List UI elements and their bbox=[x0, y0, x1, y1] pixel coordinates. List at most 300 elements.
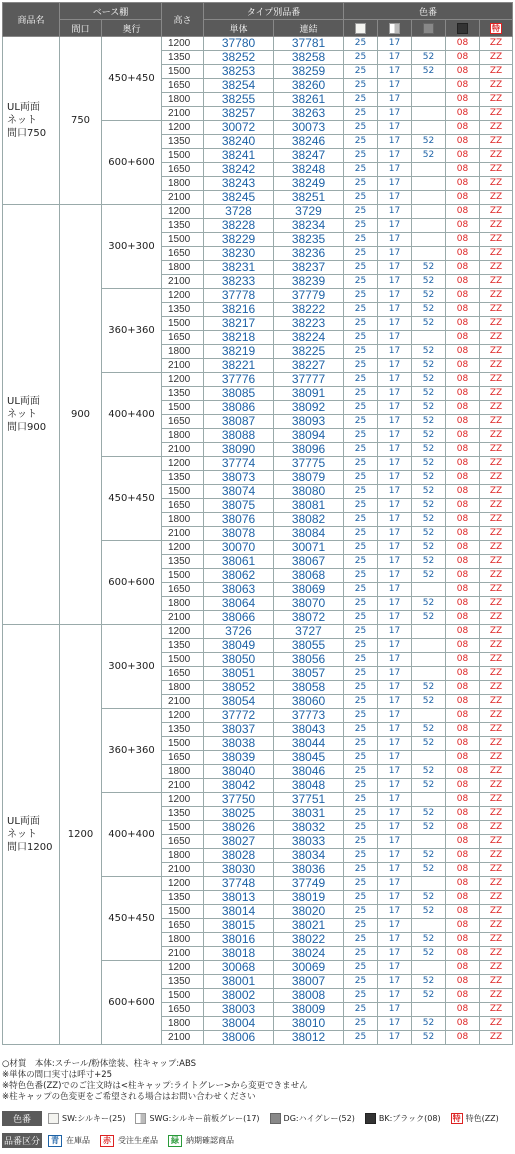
color-sw: 25 bbox=[344, 289, 378, 303]
height-cell: 1800 bbox=[162, 681, 204, 695]
height-cell: 1500 bbox=[162, 989, 204, 1003]
color-zz: ZZ bbox=[480, 779, 513, 793]
color-dg: 52 bbox=[412, 65, 446, 79]
color-zz: ZZ bbox=[480, 163, 513, 177]
color-legend-tag: 色番 bbox=[2, 1111, 42, 1126]
linked-code: 38055 bbox=[274, 639, 344, 653]
color-sw: 25 bbox=[344, 681, 378, 695]
linked-code: 37781 bbox=[274, 37, 344, 51]
color-zz: ZZ bbox=[480, 933, 513, 947]
height-cell: 1800 bbox=[162, 597, 204, 611]
single-code: 38003 bbox=[204, 1003, 274, 1017]
color-sw: 25 bbox=[344, 891, 378, 905]
legend-item-check-delivery bbox=[168, 1135, 234, 1147]
height-cell: 2100 bbox=[162, 443, 204, 457]
color-swg: 17 bbox=[378, 723, 412, 737]
special-color-icon: 特 bbox=[452, 1114, 461, 1123]
color-swg: 17 bbox=[378, 681, 412, 695]
linked-code: 38070 bbox=[274, 597, 344, 611]
color-bk: 08 bbox=[446, 429, 480, 443]
height-cell: 1500 bbox=[162, 821, 204, 835]
color-zz: ZZ bbox=[480, 331, 513, 345]
height-cell: 1350 bbox=[162, 891, 204, 905]
base-depth: 300+300 bbox=[102, 625, 162, 709]
table-row bbox=[3, 625, 513, 639]
height-cell: 2100 bbox=[162, 863, 204, 877]
linked-code: 38008 bbox=[274, 989, 344, 1003]
color-bk: 08 bbox=[446, 1031, 480, 1045]
color-bk: 08 bbox=[446, 51, 480, 65]
single-code: 38241 bbox=[204, 149, 274, 163]
single-code: 38085 bbox=[204, 387, 274, 401]
linked-code: 38044 bbox=[274, 737, 344, 751]
color-dg bbox=[412, 1003, 446, 1017]
single-code: 38078 bbox=[204, 527, 274, 541]
color-sw: 25 bbox=[344, 499, 378, 513]
linked-code: 3727 bbox=[274, 625, 344, 639]
color-swg: 17 bbox=[378, 191, 412, 205]
single-code: 38066 bbox=[204, 611, 274, 625]
color-dg: 52 bbox=[412, 457, 446, 471]
color-swg: 17 bbox=[378, 933, 412, 947]
color-bk: 08 bbox=[446, 93, 480, 107]
color-dg bbox=[412, 247, 446, 261]
color-bk: 08 bbox=[446, 163, 480, 177]
single-code: 3726 bbox=[204, 625, 274, 639]
linked-code: 38007 bbox=[274, 975, 344, 989]
color-zz: ZZ bbox=[480, 961, 513, 975]
color-zz: ZZ bbox=[480, 1003, 513, 1017]
linked-code: 38056 bbox=[274, 653, 344, 667]
color-bk: 08 bbox=[446, 947, 480, 961]
height-cell: 1500 bbox=[162, 485, 204, 499]
single-code: 38087 bbox=[204, 415, 274, 429]
color-sw: 25 bbox=[344, 429, 378, 443]
color-zz: ZZ bbox=[480, 513, 513, 527]
legend-item-zz bbox=[451, 1113, 499, 1124]
legend-label: 納期確認商品 bbox=[186, 1136, 234, 1145]
color-swg: 17 bbox=[378, 849, 412, 863]
base-depth: 360+360 bbox=[102, 709, 162, 793]
color-swg: 17 bbox=[378, 737, 412, 751]
color-zz: ZZ bbox=[480, 443, 513, 457]
color-dg bbox=[412, 709, 446, 723]
color-swg: 17 bbox=[378, 261, 412, 275]
high-grey-swatch-icon bbox=[270, 1113, 281, 1124]
color-sw: 25 bbox=[344, 261, 378, 275]
base-width: 750 bbox=[60, 37, 102, 205]
color-zz: ZZ bbox=[480, 569, 513, 583]
linked-code: 38022 bbox=[274, 933, 344, 947]
color-swg: 17 bbox=[378, 919, 412, 933]
color-sw: 25 bbox=[344, 191, 378, 205]
color-sw: 25 bbox=[344, 219, 378, 233]
color-swg: 17 bbox=[378, 1003, 412, 1017]
color-swg: 17 bbox=[378, 1031, 412, 1045]
product-name-line: 間口900 bbox=[7, 422, 47, 433]
color-zz: ZZ bbox=[480, 107, 513, 121]
color-swg: 17 bbox=[378, 345, 412, 359]
single-code: 38233 bbox=[204, 275, 274, 289]
linked-code: 37751 bbox=[274, 793, 344, 807]
color-sw: 25 bbox=[344, 457, 378, 471]
height-cell: 1500 bbox=[162, 149, 204, 163]
color-bk: 08 bbox=[446, 863, 480, 877]
color-bk: 08 bbox=[446, 583, 480, 597]
color-swg: 17 bbox=[378, 947, 412, 961]
color-bk: 08 bbox=[446, 387, 480, 401]
color-zz: ZZ bbox=[480, 317, 513, 331]
color-sw: 25 bbox=[344, 821, 378, 835]
height-cell: 1200 bbox=[162, 961, 204, 975]
color-dg bbox=[412, 219, 446, 233]
color-bk: 08 bbox=[446, 751, 480, 765]
linked-code: 38057 bbox=[274, 667, 344, 681]
header-type-codes: タイプ別品番 bbox=[204, 3, 344, 20]
product-name-line: ネット bbox=[7, 115, 37, 126]
color-bk: 08 bbox=[446, 289, 480, 303]
single-code: 38090 bbox=[204, 443, 274, 457]
single-code: 38252 bbox=[204, 51, 274, 65]
color-sw: 25 bbox=[344, 933, 378, 947]
single-code: 38050 bbox=[204, 653, 274, 667]
header-color-no: 色番 bbox=[344, 3, 513, 20]
linked-code: 37749 bbox=[274, 877, 344, 891]
color-dg: 52 bbox=[412, 611, 446, 625]
color-swg: 17 bbox=[378, 905, 412, 919]
high-grey-swatch-icon bbox=[423, 23, 434, 34]
color-swg: 17 bbox=[378, 37, 412, 51]
linked-code: 30073 bbox=[274, 121, 344, 135]
color-sw: 25 bbox=[344, 359, 378, 373]
base-depth: 450+450 bbox=[102, 457, 162, 541]
color-sw: 25 bbox=[344, 695, 378, 709]
color-bk: 08 bbox=[446, 79, 480, 93]
height-cell: 1650 bbox=[162, 163, 204, 177]
color-dg bbox=[412, 37, 446, 51]
base-depth: 600+600 bbox=[102, 541, 162, 625]
color-sw: 25 bbox=[344, 919, 378, 933]
color-bk: 08 bbox=[446, 107, 480, 121]
color-swg: 17 bbox=[378, 401, 412, 415]
height-cell: 1500 bbox=[162, 653, 204, 667]
color-bk: 08 bbox=[446, 373, 480, 387]
color-sw: 25 bbox=[344, 947, 378, 961]
color-bk: 08 bbox=[446, 359, 480, 373]
color-dg bbox=[412, 639, 446, 653]
height-cell: 1650 bbox=[162, 751, 204, 765]
color-dg: 52 bbox=[412, 681, 446, 695]
color-sw: 25 bbox=[344, 121, 378, 135]
single-code: 38255 bbox=[204, 93, 274, 107]
stock-mark-icon: 青 bbox=[48, 1135, 62, 1147]
single-code: 38253 bbox=[204, 65, 274, 79]
color-swg: 17 bbox=[378, 499, 412, 513]
height-cell: 1200 bbox=[162, 289, 204, 303]
color-swg: 17 bbox=[378, 135, 412, 149]
color-dg: 52 bbox=[412, 765, 446, 779]
color-sw: 25 bbox=[344, 177, 378, 191]
color-zz: ZZ bbox=[480, 821, 513, 835]
color-zz: ZZ bbox=[480, 849, 513, 863]
single-code: 38004 bbox=[204, 1017, 274, 1031]
color-swg: 17 bbox=[378, 65, 412, 79]
color-zz: ZZ bbox=[480, 905, 513, 919]
single-code: 38039 bbox=[204, 751, 274, 765]
color-bk: 08 bbox=[446, 345, 480, 359]
height-cell: 1200 bbox=[162, 205, 204, 219]
color-sw: 25 bbox=[344, 37, 378, 51]
color-sw: 25 bbox=[344, 149, 378, 163]
color-bk: 08 bbox=[446, 331, 480, 345]
color-dg: 52 bbox=[412, 821, 446, 835]
linked-code: 38009 bbox=[274, 1003, 344, 1017]
legend-label: SW:シルキー(25) bbox=[62, 1114, 126, 1123]
color-dg: 52 bbox=[412, 1031, 446, 1045]
color-swg: 17 bbox=[378, 569, 412, 583]
color-sw: 25 bbox=[344, 863, 378, 877]
color-sw: 25 bbox=[344, 485, 378, 499]
color-dg bbox=[412, 177, 446, 191]
height-cell: 1350 bbox=[162, 471, 204, 485]
color-sw: 25 bbox=[344, 541, 378, 555]
single-code: 38217 bbox=[204, 317, 274, 331]
height-cell: 1650 bbox=[162, 1003, 204, 1017]
product-name-line: ネット bbox=[7, 409, 37, 420]
linked-code: 38072 bbox=[274, 611, 344, 625]
color-sw: 25 bbox=[344, 107, 378, 121]
single-code: 38216 bbox=[204, 303, 274, 317]
color-bk: 08 bbox=[446, 695, 480, 709]
color-sw: 25 bbox=[344, 905, 378, 919]
linked-code: 38223 bbox=[274, 317, 344, 331]
legend-item-bk bbox=[365, 1113, 441, 1124]
table-row bbox=[3, 37, 513, 51]
color-dg bbox=[412, 233, 446, 247]
color-sw: 25 bbox=[344, 667, 378, 681]
header-single: 単体 bbox=[204, 20, 274, 37]
stock-legend-tag: 品番区分 bbox=[2, 1133, 42, 1148]
color-sw: 25 bbox=[344, 1031, 378, 1045]
linked-code: 38261 bbox=[274, 93, 344, 107]
color-dg bbox=[412, 667, 446, 681]
product-name-line: UL両面 bbox=[7, 816, 40, 827]
color-swg: 17 bbox=[378, 107, 412, 121]
header-color-swg bbox=[378, 20, 412, 37]
color-swg: 17 bbox=[378, 275, 412, 289]
color-swg: 17 bbox=[378, 793, 412, 807]
linked-code: 38032 bbox=[274, 821, 344, 835]
height-cell: 1350 bbox=[162, 135, 204, 149]
color-zz: ZZ bbox=[480, 989, 513, 1003]
color-zz: ZZ bbox=[480, 415, 513, 429]
color-sw: 25 bbox=[344, 961, 378, 975]
single-code: 37778 bbox=[204, 289, 274, 303]
single-code: 37748 bbox=[204, 877, 274, 891]
color-sw: 25 bbox=[344, 65, 378, 79]
linked-code: 38010 bbox=[274, 1017, 344, 1031]
linked-code: 38043 bbox=[274, 723, 344, 737]
color-swg: 17 bbox=[378, 1017, 412, 1031]
color-sw: 25 bbox=[344, 163, 378, 177]
single-code: 30072 bbox=[204, 121, 274, 135]
color-sw: 25 bbox=[344, 975, 378, 989]
single-code: 38230 bbox=[204, 247, 274, 261]
color-sw: 25 bbox=[344, 233, 378, 247]
color-zz: ZZ bbox=[480, 135, 513, 149]
linked-code: 38019 bbox=[274, 891, 344, 905]
height-cell: 1200 bbox=[162, 625, 204, 639]
height-cell: 1650 bbox=[162, 583, 204, 597]
color-dg bbox=[412, 205, 446, 219]
color-sw: 25 bbox=[344, 373, 378, 387]
color-dg: 52 bbox=[412, 485, 446, 499]
color-swg: 17 bbox=[378, 429, 412, 443]
linked-code: 38020 bbox=[274, 905, 344, 919]
color-swg: 17 bbox=[378, 639, 412, 653]
product-name bbox=[3, 625, 60, 1045]
height-cell: 1800 bbox=[162, 93, 204, 107]
color-sw: 25 bbox=[344, 793, 378, 807]
color-sw: 25 bbox=[344, 247, 378, 261]
color-swg: 17 bbox=[378, 415, 412, 429]
base-depth: 400+400 bbox=[102, 373, 162, 457]
height-cell: 1800 bbox=[162, 1017, 204, 1031]
color-dg bbox=[412, 79, 446, 93]
color-zz: ZZ bbox=[480, 37, 513, 51]
height-cell: 1350 bbox=[162, 639, 204, 653]
color-dg bbox=[412, 583, 446, 597]
header-base: ベース棚 bbox=[60, 3, 162, 20]
linked-code: 38239 bbox=[274, 275, 344, 289]
single-code: 38037 bbox=[204, 723, 274, 737]
note-cap-color: ※柱キャップの色変更をご希望される場合はお問い合わせください bbox=[2, 1092, 256, 1102]
color-swg: 17 bbox=[378, 863, 412, 877]
linked-code: 38225 bbox=[274, 345, 344, 359]
color-sw: 25 bbox=[344, 877, 378, 891]
color-swg: 17 bbox=[378, 233, 412, 247]
single-code: 38243 bbox=[204, 177, 274, 191]
single-code: 38254 bbox=[204, 79, 274, 93]
color-bk: 08 bbox=[446, 597, 480, 611]
color-swg: 17 bbox=[378, 485, 412, 499]
color-zz: ZZ bbox=[480, 1031, 513, 1045]
linked-code: 38222 bbox=[274, 303, 344, 317]
color-sw: 25 bbox=[344, 135, 378, 149]
color-zz: ZZ bbox=[480, 681, 513, 695]
linked-code: 3729 bbox=[274, 205, 344, 219]
color-zz: ZZ bbox=[480, 919, 513, 933]
height-cell: 1350 bbox=[162, 723, 204, 737]
height-cell: 1800 bbox=[162, 765, 204, 779]
color-bk: 08 bbox=[446, 219, 480, 233]
color-dg: 52 bbox=[412, 499, 446, 513]
color-swg: 17 bbox=[378, 247, 412, 261]
base-depth: 600+600 bbox=[102, 121, 162, 205]
color-dg: 52 bbox=[412, 891, 446, 905]
color-dg: 52 bbox=[412, 905, 446, 919]
single-code: 38228 bbox=[204, 219, 274, 233]
height-cell: 1500 bbox=[162, 569, 204, 583]
color-bk: 08 bbox=[446, 457, 480, 471]
color-zz: ZZ bbox=[480, 611, 513, 625]
color-bk: 08 bbox=[446, 961, 480, 975]
height-cell: 1500 bbox=[162, 737, 204, 751]
color-zz: ZZ bbox=[480, 261, 513, 275]
color-zz: ZZ bbox=[480, 79, 513, 93]
color-swg: 17 bbox=[378, 205, 412, 219]
color-dg: 52 bbox=[412, 415, 446, 429]
base-depth: 360+360 bbox=[102, 289, 162, 373]
color-sw: 25 bbox=[344, 513, 378, 527]
color-bk: 08 bbox=[446, 317, 480, 331]
linked-code: 37775 bbox=[274, 457, 344, 471]
color-bk: 08 bbox=[446, 471, 480, 485]
color-swg: 17 bbox=[378, 751, 412, 765]
color-zz: ZZ bbox=[480, 233, 513, 247]
single-code: 38074 bbox=[204, 485, 274, 499]
color-dg bbox=[412, 793, 446, 807]
height-cell: 2100 bbox=[162, 107, 204, 121]
linked-code: 37779 bbox=[274, 289, 344, 303]
color-bk: 08 bbox=[446, 933, 480, 947]
color-bk: 08 bbox=[446, 303, 480, 317]
height-cell: 1200 bbox=[162, 793, 204, 807]
height-cell: 1800 bbox=[162, 177, 204, 191]
product-name-line: UL両面 bbox=[7, 102, 40, 113]
table-body bbox=[3, 37, 513, 1045]
single-code: 38218 bbox=[204, 331, 274, 345]
color-bk: 08 bbox=[446, 835, 480, 849]
color-bk: 08 bbox=[446, 653, 480, 667]
color-bk: 08 bbox=[446, 527, 480, 541]
linked-code: 37773 bbox=[274, 709, 344, 723]
linked-code: 38249 bbox=[274, 177, 344, 191]
color-swg: 17 bbox=[378, 555, 412, 569]
color-sw: 25 bbox=[344, 51, 378, 65]
color-swg: 17 bbox=[378, 821, 412, 835]
color-dg: 52 bbox=[412, 51, 446, 65]
note-width: ※単体の間口実寸は呼寸+25 bbox=[2, 1070, 113, 1080]
color-swg: 17 bbox=[378, 583, 412, 597]
color-swg: 17 bbox=[378, 667, 412, 681]
linked-code: 38092 bbox=[274, 401, 344, 415]
height-cell: 2100 bbox=[162, 275, 204, 289]
color-sw: 25 bbox=[344, 737, 378, 751]
color-sw: 25 bbox=[344, 583, 378, 597]
color-zz: ZZ bbox=[480, 499, 513, 513]
note-special-color: ※特色色番(ZZ)でのご注文時は<柱キャップ:ライトグレー>から変更できません bbox=[2, 1081, 308, 1091]
color-bk: 08 bbox=[446, 723, 480, 737]
single-code: 38221 bbox=[204, 359, 274, 373]
color-zz: ZZ bbox=[480, 863, 513, 877]
color-swg: 17 bbox=[378, 541, 412, 555]
legend-item-dg bbox=[270, 1113, 355, 1124]
linked-code: 38024 bbox=[274, 947, 344, 961]
height-cell: 1650 bbox=[162, 667, 204, 681]
color-swg: 17 bbox=[378, 597, 412, 611]
color-bk: 08 bbox=[446, 177, 480, 191]
height-cell: 1650 bbox=[162, 415, 204, 429]
base-depth: 300+300 bbox=[102, 205, 162, 289]
color-dg: 52 bbox=[412, 443, 446, 457]
single-code: 38076 bbox=[204, 513, 274, 527]
color-sw: 25 bbox=[344, 709, 378, 723]
linked-code: 30069 bbox=[274, 961, 344, 975]
color-dg: 52 bbox=[412, 289, 446, 303]
height-cell: 2100 bbox=[162, 947, 204, 961]
linked-code: 38259 bbox=[274, 65, 344, 79]
